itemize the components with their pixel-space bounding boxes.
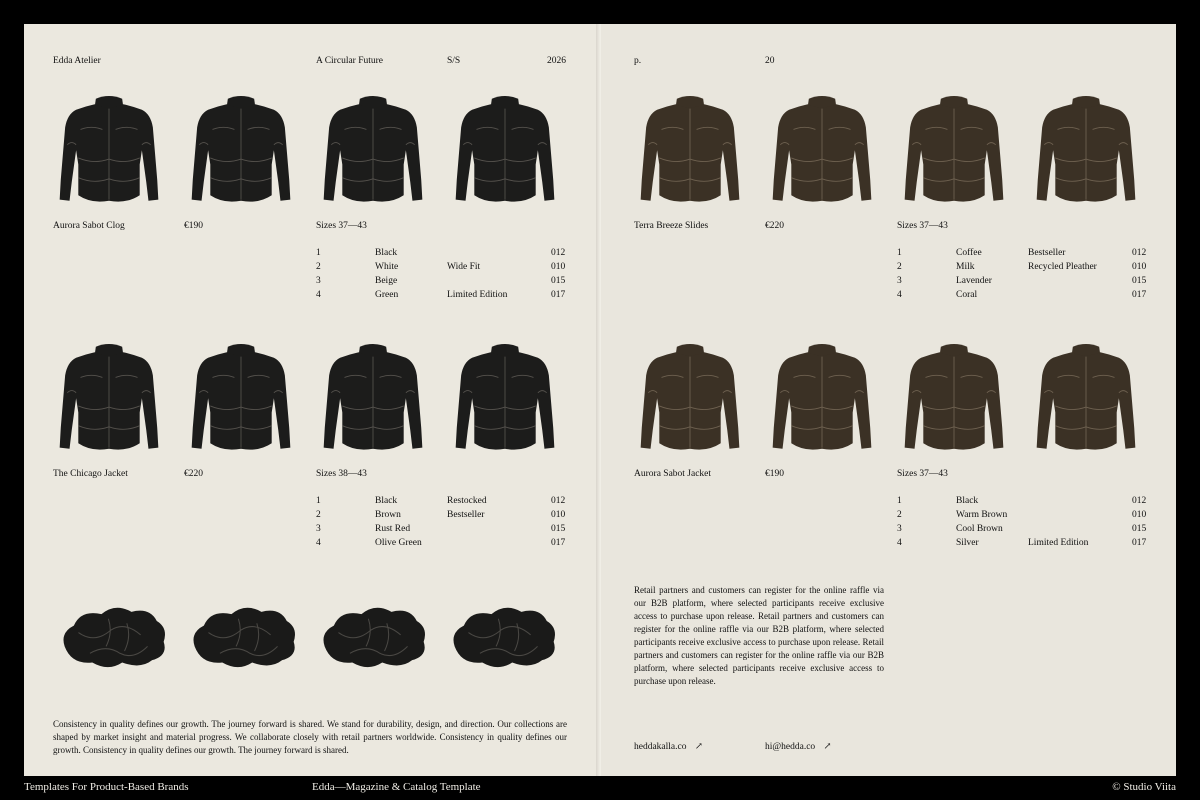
variant-code: 017: [551, 538, 566, 548]
variant-number: 3: [897, 276, 902, 286]
variant-tag: Restocked: [447, 496, 487, 506]
variant-color: Black: [375, 248, 398, 258]
product-name: The Chicago Jacket: [53, 469, 128, 479]
jacket-image: [767, 338, 877, 452]
variant-code: 012: [551, 248, 566, 258]
variant-code: 012: [1132, 248, 1147, 258]
jacket-image: [767, 90, 877, 204]
variant-color: Brown: [375, 510, 401, 520]
variant-code: 012: [1132, 496, 1147, 506]
variant-code: 015: [1132, 276, 1147, 286]
variant-color: Beige: [375, 276, 398, 286]
variant-color: Milk: [956, 262, 975, 272]
variant-code: 015: [551, 276, 566, 286]
variant-number: 2: [897, 262, 902, 272]
variant-code: 010: [1132, 262, 1147, 272]
variant-color: Black: [375, 496, 398, 506]
jacket-image: [635, 338, 745, 452]
jacket-image: [318, 338, 428, 452]
crumpled-jacket-image: [54, 598, 172, 674]
jacket-image: [1031, 90, 1141, 204]
variant-color: Coffee: [956, 248, 982, 258]
crumpled-jacket-image: [314, 598, 432, 674]
variant-tag: Bestseller: [1028, 248, 1066, 258]
variant-code: 017: [1132, 290, 1147, 300]
variant-code: 017: [1132, 538, 1147, 548]
variant-number: 3: [316, 524, 321, 534]
variant-tag: Limited Edition: [1028, 538, 1089, 548]
external-arrow-icon: ↗: [694, 742, 703, 752]
jacket-image: [54, 90, 164, 204]
body-paragraph: Consistency in quality defines our growth. The journey forward is shared. We stand for durability, design, and direction. Our collections are shaped by market insight and material progress. We collaborate closely with retail partners worldwide. Consistency in quality defines our growth. Consistency in quality defines our growth. The journey forward is shared.: [53, 719, 567, 755]
variant-tag: Wide Fit: [447, 262, 481, 272]
variant-number: 1: [897, 248, 902, 258]
product-sizes: Sizes 37—43: [897, 469, 948, 479]
jacket-image: [450, 338, 560, 452]
variant-color: Coral: [956, 290, 978, 300]
variant-code: 010: [551, 262, 566, 272]
product-name: Aurora Sabot Jacket: [634, 469, 712, 479]
footer-center: Edda—Magazine & Catalog Template: [312, 781, 481, 793]
brand-name: Edda Atelier: [53, 56, 101, 66]
external-arrow-icon: ↗: [823, 742, 832, 752]
product-price: €190: [765, 469, 784, 479]
right-page: [601, 24, 1176, 776]
variant-number: 2: [897, 510, 902, 520]
variant-code: 010: [551, 510, 566, 520]
variant-color: Rust Red: [375, 524, 411, 534]
jacket-image: [635, 90, 745, 204]
crumpled-jacket-image: [444, 598, 562, 674]
variant-color: Warm Brown: [956, 510, 1008, 520]
variant-number: 1: [316, 496, 321, 506]
product-sizes: Sizes 37—43: [316, 221, 367, 231]
variant-number: 4: [897, 290, 902, 300]
variant-color: Black: [956, 496, 979, 506]
footer-left: Templates For Product-Based Brands: [24, 781, 189, 793]
variant-code: 010: [1132, 510, 1147, 520]
crumpled-jacket-image: [184, 598, 302, 674]
jacket-image: [899, 338, 1009, 452]
variant-color: Lavender: [956, 276, 992, 286]
product-price: €220: [765, 221, 784, 231]
page-label: p.: [634, 56, 642, 66]
variant-number: 4: [897, 538, 902, 548]
variant-number: 1: [316, 248, 321, 258]
variant-tag: Limited Edition: [447, 290, 508, 300]
variant-number: 3: [316, 276, 321, 286]
product-name: Terra Breeze Slides: [634, 221, 709, 231]
jacket-image: [186, 338, 296, 452]
season-label: S/S: [447, 56, 461, 66]
footer-right: © Studio Viita: [1112, 781, 1176, 793]
variant-code: 017: [551, 290, 566, 300]
product-sizes: Sizes 38—43: [316, 469, 367, 479]
jacket-image: [450, 90, 560, 204]
variant-tag: Recycled Pleather: [1028, 262, 1097, 272]
variant-number: 4: [316, 538, 321, 548]
variant-number: 1: [897, 496, 902, 506]
variant-number: 4: [316, 290, 321, 300]
page-number: 20: [765, 56, 775, 66]
variant-color: Silver: [956, 538, 979, 548]
body-paragraph: Retail partners and customers can register for the online raffle via our B2B platform, where selected participants receive exclusive access to purchase upon release. Retail partners and customers can register for the online raffle via our B2B platform, where selected participants receive exclusive access to purchase upon release. Retail partners and customers can register for the online raffle via our B2B platform, where selected participants receive exclusive access to purchase upon release.: [634, 585, 884, 686]
variant-color: Cool Brown: [956, 524, 1003, 534]
product-price: €190: [184, 221, 203, 231]
product-price: €220: [184, 469, 203, 479]
variant-number: 2: [316, 262, 321, 272]
jacket-image: [54, 338, 164, 452]
variant-tag: Bestseller: [447, 510, 485, 520]
issue-title: A Circular Future: [316, 56, 384, 66]
variant-color: Olive Green: [375, 538, 422, 548]
jacket-image: [186, 90, 296, 204]
variant-code: 015: [551, 524, 566, 534]
variant-code: 015: [1132, 524, 1147, 534]
jacket-image: [1031, 338, 1141, 452]
left-page: [24, 24, 599, 776]
website-text: heddakalla.co: [634, 742, 687, 752]
product-name: Aurora Sabot Clog: [53, 221, 125, 231]
year-label: 2026: [547, 56, 566, 66]
variant-code: 012: [551, 496, 566, 506]
website-link[interactable]: [634, 740, 703, 754]
jacket-image: [318, 90, 428, 204]
email-link[interactable]: [765, 740, 832, 754]
variant-color: Green: [375, 290, 399, 300]
variant-number: 3: [897, 524, 902, 534]
email-text: hi@hedda.co: [765, 742, 816, 752]
product-sizes: Sizes 37—43: [897, 221, 948, 231]
variant-color: White: [375, 262, 399, 272]
jacket-image: [899, 90, 1009, 204]
variant-number: 2: [316, 510, 321, 520]
